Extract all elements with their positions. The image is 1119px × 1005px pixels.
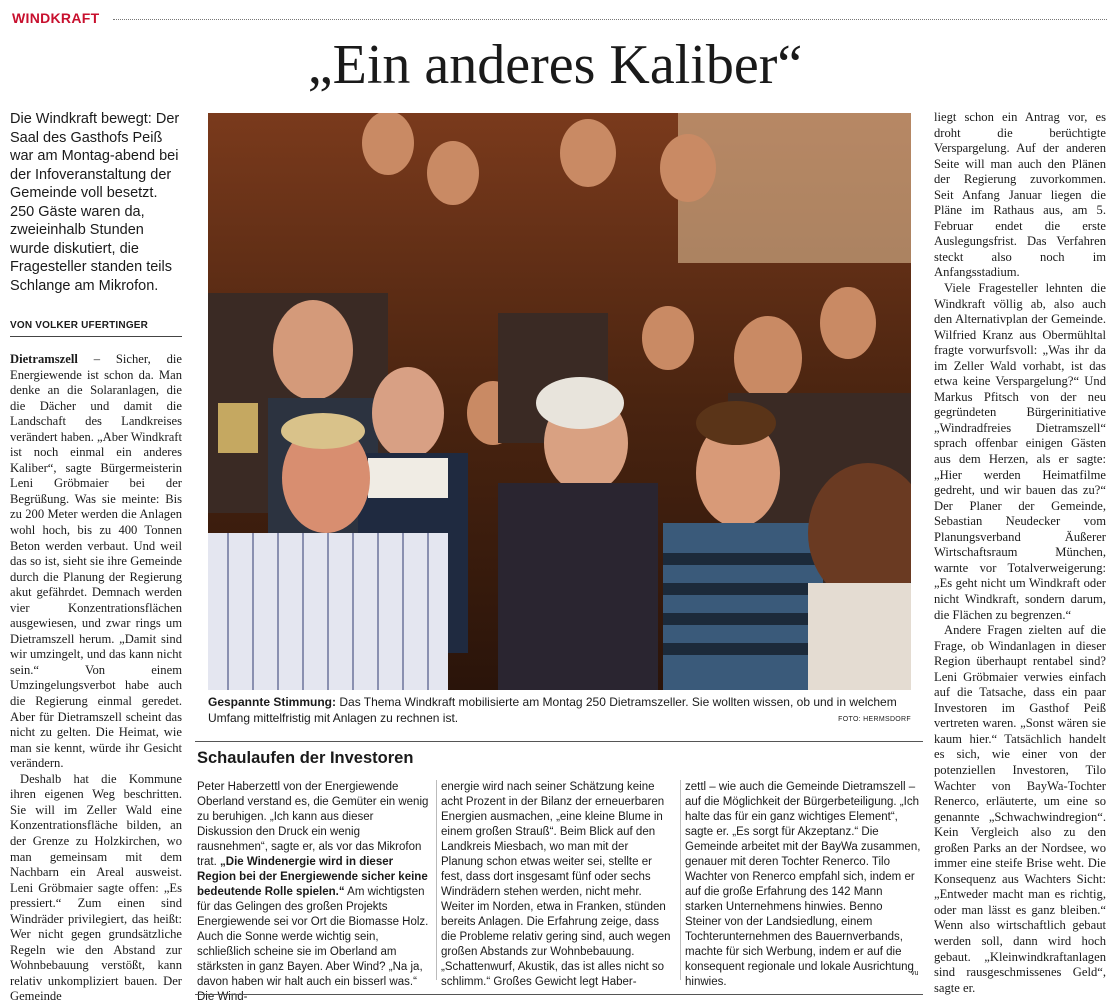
sidebar-top-rule <box>195 741 923 742</box>
article-column-4 <box>934 110 1106 996</box>
sidebar-column-3: zettl – wie auch die Gemeinde Dietramszell – auf die Möglichkeit der Bürgerbeteiligung. „Ich halte das für ein ganz wichtiges Element“, sagte er. „Es sorgt für Akzeptanz.“ Die Gemeinde arbeitet mit der BayWa zusammen, genauer mit deren Tochter Renerco. Tilo Wachter von Renerco empfahl sich, indem er auf die große Erfahrung des 142 Mann starken Unternehmens hinwies. Benno Steiner von der Landsiedlung, einem Tochterunternehmen des Bauernverbands, machte für sich Werbung, indem er auf die konsequent regionale und lokale Ausrichtung hinwies. <box>685 781 921 988</box>
column-1-text: – Sicher, die Energiewende ist schon da. Man denke an die Solaranlagen, die die Dächer und damit die Landschaft des Landkreises verändert haben. „Aber Windkraft ist noch einmal ein anderes Kaliber“, sagte Bürgermeisterin Leni Gröbmaier bei der Begrüßung. Was sie meinte: Bis zu 200 Meter werden die Anlagen wohl hoch, bis zu 400 Tonnen Beton werden verbaut. Und weil das so ist, sieht sie ihre Gemeinde durch die Planung der Regierung akut gefährdet. Demnach werden vier Konzentrationsflächen ausgewiesen, und zwar rings um Dietramszell herum. „Damit sind wir umzingelt, und das kann nicht sein.“ Von einem Umzingelungsverbot habe auch die Regierung einmal geredet. Aber für Dietramszell scheint das nicht zu gelten. Die Heimat, wie man sie kennt, würde ihr Gesicht verändern. <box>10 352 182 771</box>
section-rubric: WINDKRAFT <box>12 10 100 26</box>
sidebar-col1-text-b: Am wichtigsten für das Gelingen des großen Projekts Energiewende sei vor Ort die Biomasse Holz. Auch die Sonne werde wichtig sein, schließlich scheine sie im Oberland am stärksten in ganz Bayen. Aber Wind? „Na ja, davon haben wir halt auch ein bisserl was.“ Die Wind- <box>197 886 429 1003</box>
photo-credit: FOTO: HERMSDORF <box>838 716 911 723</box>
column-1-text-2: Deshalb hat die Kommune ihren eigenen Weg beschritten. Sie will im Zeller Wald eine Konzentrationsfläche bilden, an der Grenze zu Holzkirchen, wo man gemeinsam mit dem Nachbarn ein Areal ausweist. Leni Gröbmaier sagte offen: „Es pressiert.“ Zum einen sind Windräder privilegiert, das heißt: Wer nicht gegen grundsätzliche Regeln wie den Abstand zur Wohnbebauung verstößt, kann relativ unkompliziert bauen. Der Gemeinde <box>10 771 182 1004</box>
caption-text: Das Thema Windkraft mobilisierte am Montag 250 Dietramszeller. Sie wollten wissen, ob und in welchem Umfang mittelfristig mit Anlagen zu rechnen ist. <box>208 695 897 725</box>
photo-illustration <box>208 113 911 690</box>
sidebar-bottom-rule <box>195 994 923 995</box>
column-4-para-2: Viele Fragesteller lehnten die Windkraft völlig ab, also auch den Alternativplan der Gemeinde. Wilfried Kranz aus Obermühltal fragte vorwurfsvoll: „Was ihr da im Zeller Wald vorhabt, ist das etwa keine Verspargelung?“ Und Markus Pfitsch von der neu gegründeten Bürgerinitiative „Windradfreies Dietramszell“ sprach offenbar einigen Gästen aus dem Herzen, als er sagte: „Hier werden Heimatfilme gedreht, und wir bauen das zu?“ Der Planer der Gemeinde, Sebastian Neudecker vom Planungsverband Äußerer Wirtschaftsraum München, warnte vor Totalverweigerung: „Es geht nicht um Windkraft oder nicht Windkraft, sondern darum, die Flächen zu begrenzen.“ <box>934 281 1106 622</box>
sidebar-column-1 <box>197 780 429 1005</box>
column-separator <box>680 780 681 980</box>
byline-rule <box>10 336 182 337</box>
column-separator <box>436 780 437 980</box>
headline: „Ein anderes Kaliber“ <box>307 34 803 96</box>
sidebar-title: Schaulaufen der Investoren <box>197 749 414 767</box>
photo-caption <box>208 695 911 726</box>
author-signature: vu <box>911 970 919 977</box>
sidebar-quote: „Die Windenergie wird in dieser Region bei der Energiewende sicher keine bedeutende Rolle spielen.“ <box>197 856 428 898</box>
sidebar-col1-text-a: Peter Haberzettl von der Energiewende Oberland verstand es, die Gemüter ein wenig zu beruhigen. „Ich kann aus dieser Diskussion den Druck ein wenig rausnehmen“, sagte er, als vor das Mikrofon trat. <box>197 781 429 868</box>
column-4-para-1: liegt schon ein Antrag vor, es droht die berüchtigte Verspargelung. Auf der anderen Seite will man auch den Plänen der Regierung zuvorkommen. Seit Anfang Januar liegen die Pläne im Rathaus aus, am 5. Februar endet die erste Auslegungsfrist. Das Verfahren steckt also noch im Anfangsstadium. <box>934 110 1106 280</box>
column-4-para-3: Andere Fragen zielten auf die Frage, ob Windanlagen in dieser Region überhaupt rentabel sind? Leni Gröbmaier verwies einfach auf die Tatsache, dass ein paar Investoren im Gasthof Peiß vertreten waren. „Sonst wären sie kaum hier.“ Tatsächlich handelt es sich, wie einer von der potenziellen Investoren, Tilo Wachter von BayWa-Tochter Renerco, erläuterte, um eine so genannte „Schwachwindregion“. Kein Vergleich also zu den großen Parks an der Nordsee, wo immer eine steife Brise weht. Die Konsequenz aus Wachters Sicht: „Entweder macht man es richtig, oder man lässt es ganz bleiben.“ Wenn also wirtschaftlich gebaut werden soll, dann wird hoch gebaut. „Kleinwindkraftanlagen sind rausgeschmissenes Geld“, sagte er. <box>934 623 1106 995</box>
sidebar-column-2: energie wird nach seiner Schätzung keine acht Prozent in der Bilanz der erneuerbaren Energien ausmachen, „eine kleine Blume in einem großen Strauß“. Beim Blick auf den Landkreis Miesbach, wo man mit der Planung schon etwas weiter sei, stellte er fest, dass dort insgesamt fünf oder sechs Windrädern stehen werden, nicht mehr. Weiter im Norden, etwa in Franken, stünden bereits Anlagen. Die Erfahrung zeige, dass die Probleme relativ gering sind, auch wegen großen Abstands zur Wohnbebauung. „Schattenwurf, Akustik, das ist alles nicht so schlimm.“ Großes Gewicht legt Haber- <box>441 781 671 988</box>
article-column-1 <box>10 352 182 1005</box>
caption-label: Gespannte Stimmung: <box>208 695 337 709</box>
rubric-dotted-rule <box>113 19 1107 20</box>
audience-photo <box>208 113 911 690</box>
dateline: Dietramszell <box>10 352 78 366</box>
byline: VON VOLKER UFERTINGER <box>10 320 149 331</box>
lead-text: Die Windkraft bewegt: Der Saal des Gasthofs Peiß war am Montag-abend bei der Infoveranstaltung der Gemeinde voll besetzt. 250 Gäste waren da, zweieinhalb Stunden wurde diskutiert, die Fragesteller standen teils Schlange am Mikrofon. <box>10 111 180 294</box>
